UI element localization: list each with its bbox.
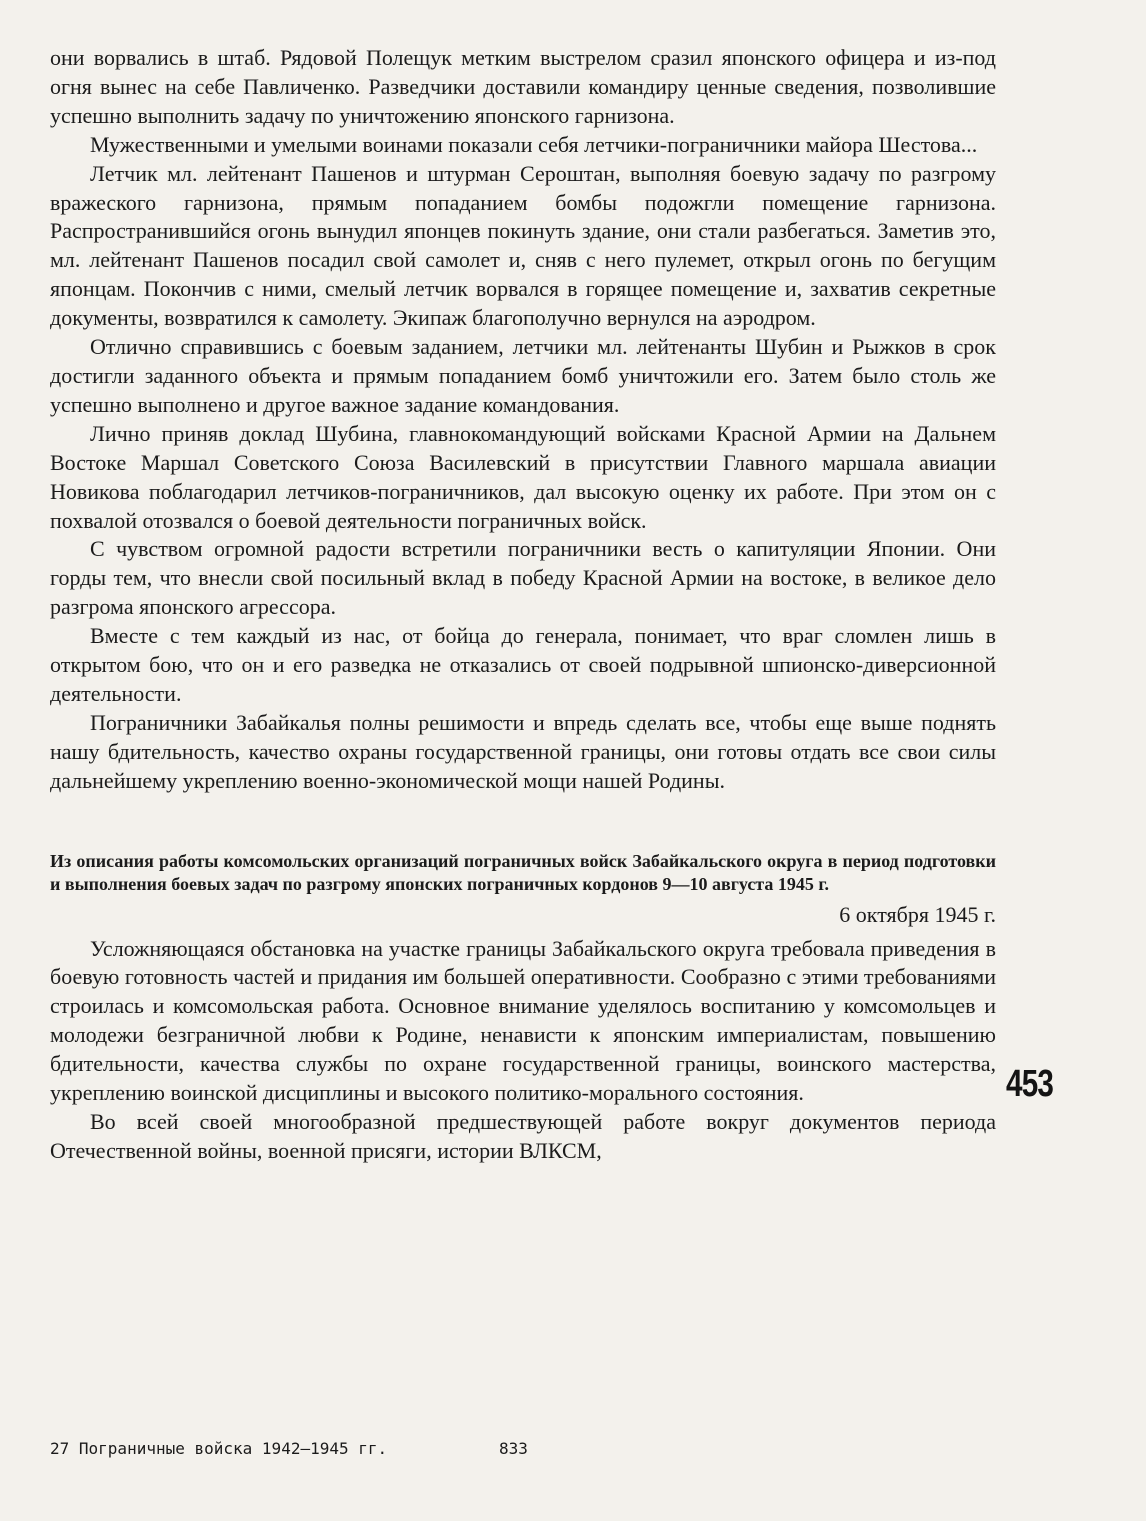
paragraph: Мужественными и умелыми воинами показали себя летчики-пограничники майора Шестова...: [90, 131, 978, 157]
paragraph: Усложняющаяся обстановка на участке границы Забайкальского округа требовала приведения в боевую готовность частей и придания им большей оперативности. Сообразно с этими требованиями строилась и комсомольская работа. Основное внимание уделялось воспитанию у комсомольцев и молодежи безграничной любви к Родине, ненависти к японским империалистам, повышению бдительности, качества службы по охране государственной границы, воинского мастерства, укреплению воинской дисциплины и высокого политико-морального состояния.: [50, 935, 996, 1106]
document-date: 6 октября 1945 г.: [839, 901, 996, 927]
document-number: 453: [1006, 1063, 1054, 1105]
paragraph: Летчик мл. лейтенант Пашенов и штурман Сероштан, выполняя боевую задачу по разгрому вражеского гарнизона, прямым попаданием бомбы подожгли помещение гарнизона. Распространившийся огонь вынудил японцев покинуть здание, они стали разбегаться. Заметив это, мл. лейтенант Пашенов посадил свой самолет и, сняв с него пулемет, открыл огонь по бегущим японцам. Покончив с ними, смелый летчик ворвался в горящее помещение и, захватив секретные документы, возвратился к самолету. Экипаж благополучно вернулся на аэродром.: [50, 160, 996, 331]
paragraph: С чувством огромной радости встретили пограничники весть о капитуляции Японии. Они горды тем, что внесли свой посильный вклад в победу Красной Армии на востоке, в великое дело разгрома японского агрессора.: [50, 536, 996, 620]
paragraph: Лично приняв доклад Шубина, главнокомандующий войсками Красной Армии на Дальнем Востоке Маршал Советского Союза Василевский в присутствии Главного маршала авиации Новикова поблагодарил летчиков-пограничников, дал высокую оценку их работе. При этом он с похвалой отозвался о боевой деятельности пограничных войск.: [50, 420, 996, 533]
paragraph-continuation: они ворвались в штаб. Рядовой Полещук метким выстрелом сразил японского офицера и из-под огня вынес на себе Павличенко. Разведчики доставили командиру ценные сведения, позволившие успешно выполнить задачу по уничтожению японского гарнизона.: [50, 45, 996, 128]
paragraph: Во всей своей многообразной предшествующей работе вокруг документов периода Отечественной войны, военной присяги, истории ВЛКСМ,: [50, 1109, 996, 1163]
section-gap: [50, 796, 996, 850]
paragraph: Пограничники Забайкалья полны решимости и впредь сделать все, чтобы еще выше поднять нашу бдительность, качество охраны государственной границы, они готовы отдать все свои силы дальнейшему укреплению военно-экономической мощи нашей Родины.: [50, 709, 996, 793]
document-heading: Из описания работы комсомольских организаций пограничных войск Забайкальского округа в период подготовки и выполнения боевых задач по разгрому японских пограничных кордонов 9—10 августа 1945 г.: [50, 850, 996, 895]
paragraph: Отлично справившись с боевым заданием, летчики мл. лейтенанты Шубин и Рыжков в срок достигли заданного объекта и прямым попаданием бомб уничтожили его. Затем было столь же успешно выполнено и другое важное задание командования.: [50, 334, 996, 417]
page-number: 833: [499, 1439, 528, 1458]
footer-signature: 27 Пограничные войска 1942—1945 гг.: [50, 1439, 388, 1458]
paragraph: Вместе с тем каждый из нас, от бойца до генерала, понимает, что враг сломлен лишь в открытом бою, что он и его разведка не отказались от своей подрывной шпионско-диверсионной деятельности.: [50, 623, 996, 706]
page-body: [50, 44, 996, 1166]
